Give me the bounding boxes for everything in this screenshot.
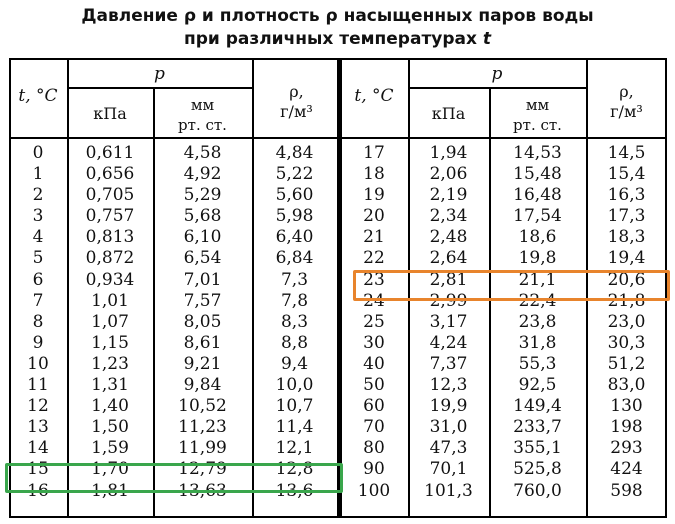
left-cell-mm: 4,58 xyxy=(183,143,222,163)
right-cell-mm: 92,5 xyxy=(518,375,557,396)
right-cell-kpa: 12,3 xyxy=(429,375,468,396)
right-cell-rho: 424 xyxy=(610,459,643,480)
right-cell-t: 24 xyxy=(363,290,385,311)
right-cell-kpa: 101,3 xyxy=(424,480,473,501)
right-cell-kpa: 70,1 xyxy=(429,459,468,480)
right-cell-kpa: 2,34 xyxy=(429,206,468,227)
right-header-mm-line1: мм xyxy=(525,96,550,114)
right-cell-t: 80 xyxy=(363,438,385,459)
left-cell-t: 6 xyxy=(32,269,44,290)
center-double-line xyxy=(337,58,339,518)
right-cell-rho: 23,0 xyxy=(607,311,646,332)
right-cell-mm: 31,8 xyxy=(518,332,557,353)
left-cell-t: 9 xyxy=(32,332,44,353)
left-cell-t: 13 xyxy=(27,417,49,438)
right-cell-kpa: 1,94 xyxy=(429,143,468,163)
left-column-rho xyxy=(252,143,337,502)
left-cell-kpa: 1,70 xyxy=(91,459,129,480)
right-cell-mm: 760,0 xyxy=(513,480,562,501)
left-cell-rho: 10,0 xyxy=(275,375,314,396)
left-cell-mm: 4,92 xyxy=(183,164,222,185)
left-cell-t: 7 xyxy=(32,290,44,311)
right-cell-t: 17 xyxy=(363,143,385,163)
right-cell-t: 60 xyxy=(363,396,385,417)
left-header-mm xyxy=(153,95,252,135)
left-cell-kpa: 0,757 xyxy=(85,206,135,227)
left-cell-rho: 8,8 xyxy=(280,332,309,353)
right-column-mm xyxy=(489,143,586,502)
right-cell-t: 40 xyxy=(363,353,385,374)
left-cell-rho: 8,3 xyxy=(280,311,309,332)
right-cell-t: 100 xyxy=(357,480,391,501)
left-header-mm-line2: рт. ст. xyxy=(178,116,227,134)
right-column-rho xyxy=(586,143,667,502)
left-column-t xyxy=(9,143,67,502)
left-cell-mm: 6,10 xyxy=(183,227,222,248)
left-cell-t: 12 xyxy=(27,396,49,417)
right-cell-rho: 30,3 xyxy=(607,332,646,353)
left-cell-t: 2 xyxy=(32,185,44,206)
right-cell-mm: 18,6 xyxy=(518,227,557,248)
left-cell-mm: 11,23 xyxy=(178,417,227,438)
left-cell-rho: 6,40 xyxy=(275,227,314,248)
highlight-row-23 xyxy=(353,270,670,301)
right-header-mm xyxy=(489,95,586,135)
right-column-t xyxy=(340,143,408,502)
right-header-mm-line2: рт. ст. xyxy=(513,116,562,134)
left-cell-mm: 11,99 xyxy=(178,438,227,459)
right-cell-rho: 18,3 xyxy=(607,227,646,248)
left-p-underline xyxy=(67,87,252,89)
left-cell-rho: 5,98 xyxy=(275,206,314,227)
left-column-mm xyxy=(153,143,252,502)
left-header-mm-line1: мм xyxy=(190,96,215,114)
left-cell-mm: 13,63 xyxy=(178,480,227,501)
left-cell-rho: 5,22 xyxy=(275,164,314,185)
right-cell-mm: 525,8 xyxy=(513,459,562,480)
right-cell-kpa: 47,3 xyxy=(429,438,468,459)
left-cell-kpa: 0,813 xyxy=(85,227,135,248)
left-cell-kpa: 0,705 xyxy=(85,185,135,206)
left-cell-mm: 8,05 xyxy=(183,311,222,332)
right-cell-mm: 17,54 xyxy=(513,206,562,227)
left-cell-rho: 13,6 xyxy=(275,480,314,501)
right-cell-mm: 16,48 xyxy=(513,185,562,206)
right-cell-t: 50 xyxy=(363,375,385,396)
right-cell-t: 20 xyxy=(363,206,385,227)
right-cell-t: 18 xyxy=(363,164,385,185)
right-cell-rho: 20,6 xyxy=(607,269,646,290)
right-header-bottom xyxy=(340,137,667,139)
right-cell-mm: 22,4 xyxy=(518,290,557,311)
title-prefix: при различных температурах xyxy=(183,29,483,49)
right-cell-mm: 233,7 xyxy=(513,417,562,438)
right-cell-rho: 17,3 xyxy=(607,206,646,227)
right-cell-kpa: 2,81 xyxy=(429,269,468,290)
right-cell-mm: 23,8 xyxy=(518,311,557,332)
left-cell-rho: 10,7 xyxy=(275,396,314,417)
left-cell-kpa: 1,81 xyxy=(91,480,129,501)
right-cell-rho: 198 xyxy=(610,417,643,438)
right-p-underline xyxy=(408,87,586,89)
right-cell-kpa: 7,37 xyxy=(429,353,468,374)
right-cell-t: 30 xyxy=(363,332,385,353)
left-cell-kpa: 0,656 xyxy=(85,164,135,185)
left-cell-mm: 6,54 xyxy=(183,248,222,269)
right-cell-kpa: 2,06 xyxy=(429,164,468,185)
left-header-t: t, °C xyxy=(18,86,58,106)
left-header-bottom xyxy=(9,137,341,139)
left-cell-rho: 12,8 xyxy=(275,459,314,480)
right-cell-t: 90 xyxy=(363,459,385,480)
left-cell-mm: 10,52 xyxy=(178,396,227,417)
left-cell-mm: 7,57 xyxy=(183,290,222,311)
left-cell-t: 14 xyxy=(27,438,49,459)
title-variable: t xyxy=(482,29,492,49)
left-cell-t: 5 xyxy=(32,248,44,269)
left-cell-t: 15 xyxy=(27,459,49,480)
right-header-t: t, °C xyxy=(354,86,394,106)
left-cell-rho: 7,3 xyxy=(280,269,309,290)
left-cell-mm: 9,84 xyxy=(183,375,222,396)
left-cell-mm: 9,21 xyxy=(183,353,222,374)
right-cell-rho: 598 xyxy=(610,480,643,501)
right-cell-mm: 149,4 xyxy=(513,396,562,417)
left-cell-mm: 8,61 xyxy=(183,332,222,353)
table-title-line2 xyxy=(0,29,675,49)
left-cell-kpa: 1,15 xyxy=(91,332,129,353)
left-cell-rho: 7,8 xyxy=(280,290,309,311)
right-cell-kpa: 3,17 xyxy=(429,311,468,332)
right-cell-rho: 83,0 xyxy=(607,375,646,396)
right-cell-mm: 21,1 xyxy=(518,269,557,290)
left-cell-t: 10 xyxy=(27,353,49,374)
left-cell-t: 11 xyxy=(27,375,49,396)
left-cell-kpa: 0,872 xyxy=(85,248,135,269)
right-cell-t: 25 xyxy=(363,311,385,332)
left-cell-kpa: 1,23 xyxy=(91,353,129,374)
table-title-line1: Давление ρ и плотность ρ насыщенных паров воды xyxy=(81,6,594,26)
left-cell-mm: 12,79 xyxy=(178,459,227,480)
left-cell-kpa: 0,934 xyxy=(85,269,135,290)
right-cell-t: 70 xyxy=(363,417,385,438)
left-cell-rho: 9,4 xyxy=(280,353,309,374)
left-cell-rho: 12,1 xyxy=(275,438,314,459)
right-header-p: p xyxy=(491,64,503,84)
right-cell-t: 22 xyxy=(363,248,385,269)
left-cell-kpa: 1,07 xyxy=(91,311,129,332)
left-cell-rho: 5,60 xyxy=(275,185,314,206)
right-cell-rho: 130 xyxy=(610,396,643,417)
right-column-kpa xyxy=(408,143,489,502)
left-cell-kpa: 0,611 xyxy=(85,143,135,163)
right-cell-rho: 21,8 xyxy=(607,290,646,311)
left-cell-t: 4 xyxy=(32,227,44,248)
right-cell-mm: 355,1 xyxy=(513,438,562,459)
right-cell-kpa: 2,99 xyxy=(429,290,468,311)
right-cell-mm: 15,48 xyxy=(513,164,562,185)
left-cell-kpa: 1,50 xyxy=(91,417,129,438)
left-cell-t: 8 xyxy=(32,311,44,332)
left-column-kpa xyxy=(67,143,153,502)
right-cell-t: 23 xyxy=(363,269,385,290)
left-cell-rho: 6,84 xyxy=(275,248,314,269)
left-cell-kpa: 1,59 xyxy=(91,438,129,459)
right-cell-mm: 19,8 xyxy=(518,248,557,269)
right-cell-rho: 51,2 xyxy=(607,353,646,374)
right-cell-kpa: 4,24 xyxy=(429,332,468,353)
right-cell-mm: 55,3 xyxy=(518,353,557,374)
right-cell-kpa: 19,9 xyxy=(429,396,468,417)
right-cell-rho: 15,4 xyxy=(607,164,646,185)
left-cell-t: 16 xyxy=(27,480,49,501)
right-cell-rho: 19,4 xyxy=(607,248,646,269)
left-cell-mm: 5,68 xyxy=(183,206,222,227)
right-header-rho-line2: г/м³ xyxy=(610,102,643,121)
left-cell-t: 3 xyxy=(32,206,44,227)
right-cell-kpa: 2,64 xyxy=(429,248,468,269)
left-cell-t: 1 xyxy=(32,164,44,185)
left-cell-kpa: 1,40 xyxy=(91,396,129,417)
right-cell-mm: 14,53 xyxy=(513,143,562,163)
left-cell-kpa: 1,31 xyxy=(91,375,129,396)
left-header-rho xyxy=(252,82,341,122)
left-header-kpa: кПа xyxy=(93,104,127,123)
left-cell-mm: 7,01 xyxy=(183,269,222,290)
left-header-p: p xyxy=(154,64,165,84)
left-header-rho-line2: г/м³ xyxy=(280,102,313,121)
left-cell-mm: 5,29 xyxy=(183,185,222,206)
left-cell-t: 0 xyxy=(32,143,44,163)
right-cell-rho: 16,3 xyxy=(607,185,646,206)
right-cell-rho: 14,5 xyxy=(607,143,646,163)
right-header-rho-line1: ρ, xyxy=(619,82,634,101)
right-header-rho xyxy=(586,82,667,122)
left-cell-rho: 4,84 xyxy=(275,143,314,163)
right-cell-rho: 293 xyxy=(610,438,643,459)
right-cell-t: 19 xyxy=(363,185,385,206)
right-cell-t: 21 xyxy=(363,227,385,248)
highlight-row-15 xyxy=(5,463,343,493)
left-header-rho-line1: ρ, xyxy=(289,82,304,101)
right-cell-kpa: 2,19 xyxy=(429,185,468,206)
left-cell-kpa: 1,01 xyxy=(91,290,129,311)
right-cell-kpa: 2,48 xyxy=(429,227,468,248)
left-cell-rho: 11,4 xyxy=(275,417,314,438)
right-cell-kpa: 31,0 xyxy=(429,417,468,438)
right-header-kpa: кПа xyxy=(431,104,466,123)
